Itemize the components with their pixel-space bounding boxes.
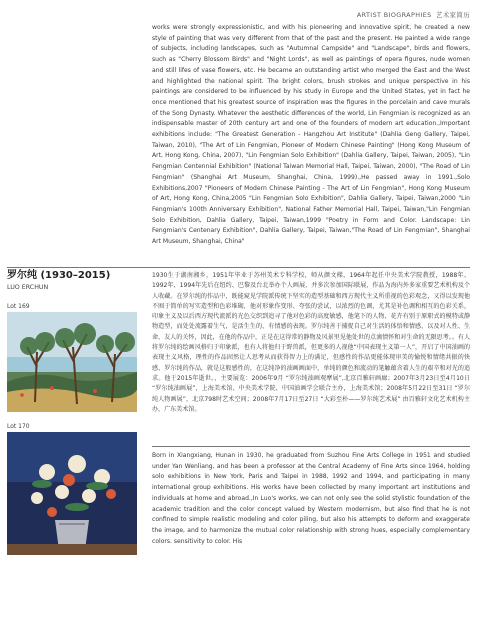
- artist-name-roman: LUO ERCHUN: [7, 284, 49, 291]
- biography-paragraph-en-top: works were strongly expressionistic, and with his pioneering and innovative spirit, he created a new style of painting that was very different from that of the past and the present. He painted a wide range of subjects, including landscapes, such as "Autumnal Campside" and "Landscape", birds and flowers, such as "Cherry Blossom Birds" and "Night Lords", as well as paintings of opera figures, nude women and still lifes of vase flowers, etc. He became an outstanding artist who merged the East and the West and highlighted the national spirit. The bright colors, brush strokes and unique perspective in his paintings are considered to be influenced by his study in Europe and the United States, yet in fact he once mentioned that his greatest source of inspiration was the figures in the porcelain and cave murals of the Song Dynasty. Whatever the aesthetic differences of the world, Lin Fengmian is recognized as an indispensable master of 20th century art and one of the founders of modern art education.,Important exhibitions include: "The Greatest Generation - Hangzhou Art Institute" (Dahlia Geng Gallery, Taipei, Taiwan, 2010), "The Art of Lin Fengmian, Pioneer of Modern Chinese Painting" (Hong Kong Museum of Art, Hong Kong, China, 2007), "Lin Fengmian Solo Exhibition" (Dahlia Gallery, Taipei, Taiwan, 2005), "Lin Fengmian Centennial Exhibition" (National Taiwan Memorial Hall, Taipei, Taiwan, 2000), "The Road of Lin Fengmian" (Shanghai Art Museum, Shanghai, China, 1999).,He passed away in 1991.,Solo Exhibitions,2007 "Pioneers of Modern Chinese Painting - The Art of Lin Fengmian", Hong Kong Museum of Art, Hong Kong, China,2005 "Lin Fengmian Solo Exhibition", Dahlia Gallery, Taipei, Taiwan,2000 "Lin Fengmian's 100th Anniversary Exhibition", National Father Memorial Hall, Taipei, Taiwan,"Lin Fengmian Solo Exhibition, Dahlia Gallery, Taipei, Taiwan,1999 "Poetry in Form and Color. Landscape: Lin Fengmian's Centenary Exhibition", Dahlia Gallery, Taipei, Taiwan,"The Road of Lin Fengmian", Shanghai Art Museum, Shanghai, China": [152, 24, 470, 246]
- artist-sidebar: [7, 270, 137, 430]
- running-header: [355, 10, 470, 19]
- lot-169-painting[interactable]: [7, 312, 137, 412]
- artist-name-zh: 罗尔纯 (1930–2015): [7, 270, 111, 281]
- header-section-en: ARTIST BIOGRAPHIES: [356, 11, 432, 19]
- paragraph-divider: [152, 446, 470, 447]
- lot-170-painting[interactable]: [7, 432, 137, 555]
- lot-170-label: Lot 170: [7, 423, 30, 430]
- lot-169-label: Lot 169: [7, 303, 30, 310]
- biography-paragraph-zh: 1930生于湖南湘乡，1951年毕业于苏州美术专科学校，师从颜文樑，1964年起任中央美术学院教授，1988年、1992年、1994年先后在纽约、巴黎及台北举办个人画展，并多次参加国际联展，作品为海内外多家重要艺术机构及个人收藏。在罗尔纯的作品中，既能窥见学院派传统下坚实的造型基础和西方现代主义所重视的色彩观念，又得以发现他不囿于简单的写实造型和色彩堆砌，他对形象作变形、夸张的尝试，以浓烈的色调，尤其是补色调和相互的色彩关系，印象主义及以后西方现代流派的光色交织到追寻了他对色彩的高度敏感，他笔下的人物、花卉有别于原职式的模特或静物造型，而处处流露着生气，是活生生的，有情感的表现。罗尔纯善于捕捉自己对生活的体悟和情感，以及对人性、生命、友人的关怀，因此，在他的作品中，正是在这得常的静物及风景里见他处世的点滴情怀和对生命的无限思考。。有人将罗尔纯的绘画风格归于印象派，也有人将他归于野兽派，但更多的人视他“中国表现主义第一人”，开启了中国油画的表现主义风格，理性的作品固然让人思考从而获得智力上的满足，但感性的作品更能体现审美的愉悦和情绪共振的快感，罗尔纯的作品，就是这般感性的，在这纯净的油画画面中，单纯的颜色和流动的笔触蕴含着人生的艰辛和对光的追求。他于2015年逝世。，主要展览：2006年9月 “罗尔纯油画观摩展”,北京百雅轩画廊；2007年3月23日至4月10日 “罗尔纯油画展”，上海美术馆、中央美术学院、中国油画学会联合主办，上海美术馆；2008年5月22日至31日 “罗尔纯人物画展”，北京798时艺术空间；2008年7月17日至27日 “大彩至朴——罗尔纯艺术展” 由百雅轩文化艺术机构主办，广东美术馆。: [152, 272, 470, 413]
- biography-paragraph-en-bottom: Born in Xiangxiang, Hunan in 1930, he graduated from Suzhou Fine Arts College in 1951 and studied under Yan Wenliang, and has been a professor at the Central Academy of Fine Arts since 1964, holding solo exhibitions in New York, Paris and Taipei in 1988, 1992 and 1994, and participating in many international group exhibitions. His works have been collected by many important art institutions and individuals at home and abroad.,In Luo's works, we can not only see the solid stylistic foundation of the academic tradition and the color concept valued by Western modernism, but also find that he is not confined to simple realistic modeling and color piling, but also his attempts to deform and exaggerate the image, and to harmonize the mutual color relationship with strong hues, especially complementary colors. sensitivity to color. His: [152, 452, 470, 545]
- section-divider: [7, 267, 470, 268]
- header-section-zh: 艺术家简历: [436, 11, 470, 19]
